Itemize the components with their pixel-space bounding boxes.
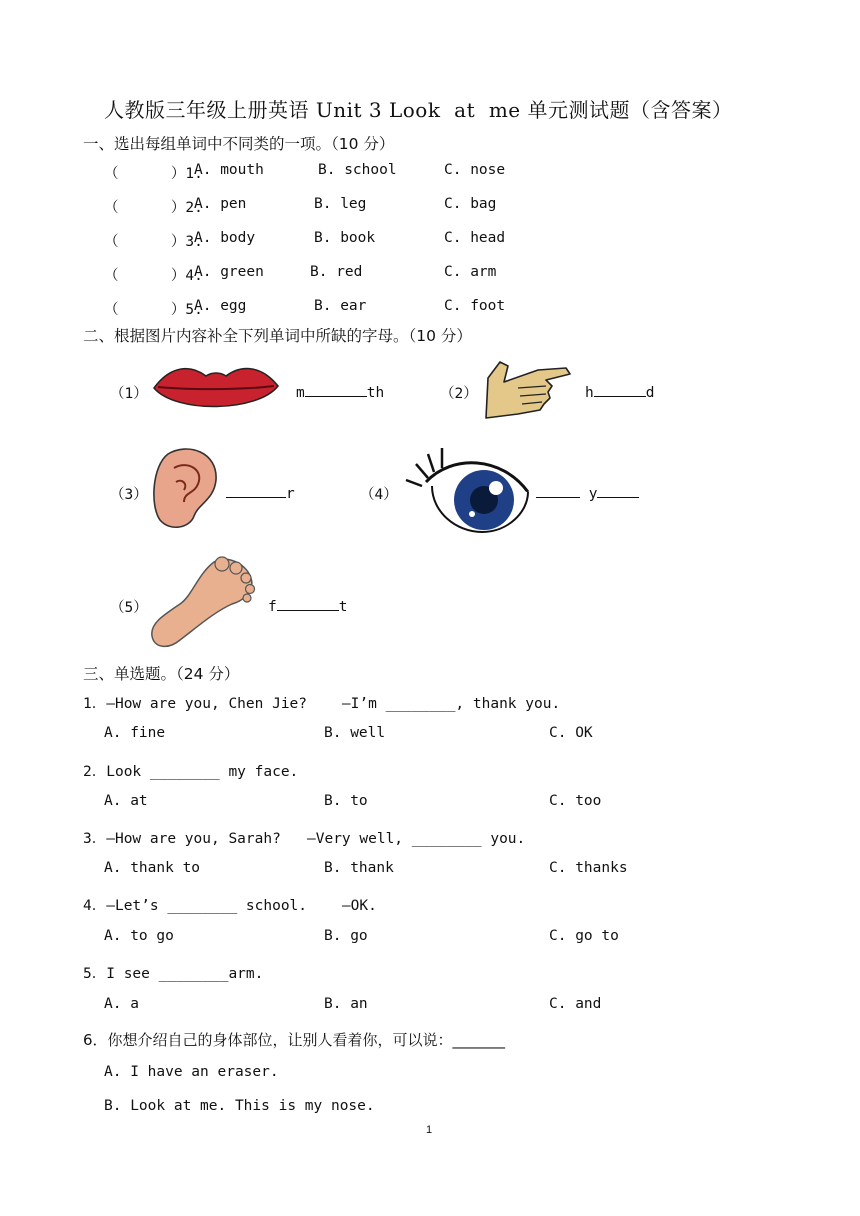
s2-item-number: （5）: [110, 600, 148, 616]
question-text: 2．Look ________ my face.: [83, 764, 299, 780]
option-a: A. to go: [104, 928, 174, 944]
s1-option-c: C. arm: [444, 264, 497, 280]
s2-word-1: [296, 382, 384, 401]
mouth-picture: [150, 360, 282, 416]
s1-item-paren: （ ）3.: [104, 234, 203, 250]
s1-option-b: B. school: [318, 162, 397, 178]
s2-word-2: [585, 382, 654, 401]
s1-option-c: C. head: [444, 230, 506, 246]
answer-blank[interactable]: [226, 483, 286, 498]
s2-suffix: r: [286, 486, 295, 502]
hand-picture: [478, 356, 574, 422]
s2-suffix: th: [366, 385, 385, 401]
question-text: 1．—How are you, Chen Jie? —I’m ________, thank you.: [83, 696, 561, 712]
s1-option-c: C. foot: [444, 298, 506, 314]
option-b: B. to: [324, 793, 368, 809]
option-c: C. too: [549, 793, 602, 809]
s1-item-paren: （ ）2.: [104, 200, 203, 216]
section2-heading: 二、根据图片内容补全下列单词中所缺的字母。（10 分）: [83, 327, 472, 345]
s1-option-b: B. book: [314, 230, 376, 246]
answer-blank[interactable]: [536, 483, 580, 498]
s2-item-number: （3）: [110, 487, 148, 503]
s1-item-paren: （ ）1.: [104, 166, 203, 182]
s2-prefix: h: [585, 385, 594, 401]
question-text: 6．你想介绍自己的身体部位，让别人看着你，可以说：_______: [83, 1031, 506, 1049]
s2-item-number: （4）: [360, 487, 398, 503]
s1-option-b: B. red: [310, 264, 363, 280]
option-b: B. go: [324, 928, 368, 944]
option-c: C. OK: [549, 725, 593, 741]
section1-heading: 一、选出每组单词中不同类的一项。（10 分）: [83, 135, 395, 153]
eye-picture: [402, 442, 534, 536]
option-a: A. a: [104, 996, 139, 1012]
option-c: C. and: [549, 996, 602, 1012]
option-b: B. an: [324, 996, 368, 1012]
s1-option-a: A. egg: [194, 298, 247, 314]
s1-option-b: B. leg: [314, 196, 367, 212]
s1-option-c: C. nose: [444, 162, 506, 178]
s1-option-a: A. pen: [194, 196, 247, 212]
s1-option-a: A. body: [194, 230, 256, 246]
option-c: C. go to: [549, 928, 619, 944]
foot-picture: [146, 554, 260, 650]
s2-word-3: [226, 483, 295, 502]
question-text: 5．I see ________arm.: [83, 966, 264, 982]
s1-option-b: B. ear: [314, 298, 367, 314]
s1-option-a: A. green: [194, 264, 264, 280]
option-a: A. I have an eraser.: [104, 1064, 279, 1080]
s2-word-4: [536, 483, 639, 502]
option-a: A. fine: [104, 725, 166, 741]
option-a: A. at: [104, 793, 148, 809]
page-number: 1: [426, 1124, 433, 1136]
s1-item-paren: （ ）4.: [104, 268, 203, 284]
s2-item-number: （1）: [110, 386, 148, 402]
option-b: B. thank: [324, 860, 394, 876]
s2-prefix: m: [296, 385, 305, 401]
option-c: C. thanks: [549, 860, 628, 876]
page-title: 人教版三年级上册英语 Unit 3 Look at me 单元测试题（含答案）: [104, 98, 733, 122]
s1-item-paren: （ ）5.: [104, 302, 203, 318]
s2-item-number: （2）: [440, 386, 478, 402]
answer-blank[interactable]: [277, 596, 339, 611]
s1-option-c: C. bag: [444, 196, 497, 212]
s2-suffix: t: [338, 599, 348, 615]
answer-blank[interactable]: [594, 382, 646, 397]
section3-heading: 三、单选题。（24 分）: [83, 665, 240, 683]
answer-blank[interactable]: [597, 483, 639, 498]
ear-picture: [148, 444, 222, 532]
option-b: B. well: [324, 725, 386, 741]
s2-word-5: [268, 596, 347, 615]
answer-blank[interactable]: [305, 382, 367, 397]
s2-prefix: f: [268, 599, 277, 615]
s2-suffix: d: [645, 385, 655, 401]
option-a: A. thank to: [104, 860, 201, 876]
s1-option-a: A. mouth: [194, 162, 264, 178]
question-text: 4．—Let’s ________ school. —OK.: [83, 898, 377, 914]
question-text: 3．—How are you, Sarah? —Very well, ________ you.: [83, 831, 526, 847]
option-b: B. Look at me. This is my nose.: [104, 1098, 375, 1114]
s2-middle: y: [580, 486, 598, 502]
